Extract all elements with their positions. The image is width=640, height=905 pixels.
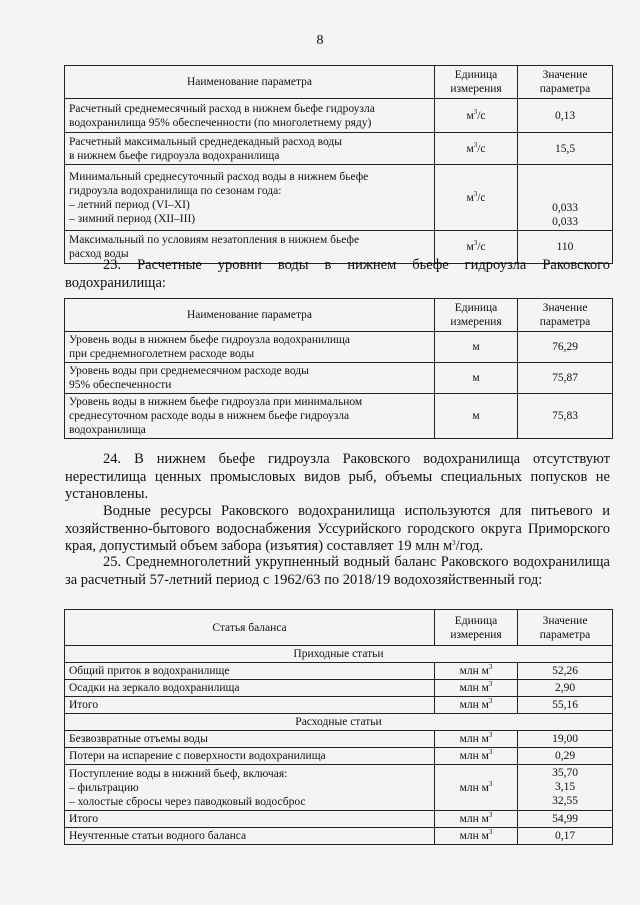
parameter-name-line: Расчетный максимальный среднедекадный расход воды bbox=[69, 135, 342, 148]
header-line: Единица bbox=[454, 69, 498, 81]
header-unit bbox=[435, 610, 518, 646]
value-line: 0,17 bbox=[554, 830, 576, 842]
unit-superscript: 3 bbox=[488, 828, 493, 836]
superscript: 3 bbox=[452, 539, 456, 547]
unit-text: млн м bbox=[459, 665, 489, 677]
value-line: 76,29 bbox=[552, 341, 578, 353]
unit-cell bbox=[435, 748, 518, 765]
header-line: Наименование параметра bbox=[186, 309, 313, 321]
parameter-name-cell bbox=[65, 697, 435, 714]
paragraph-25: 25. Среднемноголетний укрупненный водный баланс Раковского водохранилища за расчетный 57-летний период с 1962/63 по 2018/19 водохозяйственный год: bbox=[65, 554, 610, 588]
parameter-name-line: в нижнем бьефе гидроузла водохранилища bbox=[69, 149, 280, 162]
unit-cell bbox=[435, 133, 518, 165]
parameter-name-line: расход воды bbox=[69, 248, 129, 260]
header-line: Наименование параметра bbox=[186, 76, 313, 88]
header-line: измерения bbox=[450, 83, 502, 95]
water-levels-table bbox=[64, 298, 613, 439]
table-row bbox=[65, 332, 613, 363]
unit-cell bbox=[435, 363, 518, 394]
unit-superscript: 3 bbox=[488, 779, 493, 788]
section-title: Приходные статьи bbox=[65, 646, 613, 663]
unit-text: млн м bbox=[459, 830, 489, 842]
unit-text: млн м bbox=[459, 813, 489, 825]
table-row bbox=[65, 697, 613, 714]
value-cell bbox=[518, 731, 613, 748]
parameter-name-cell bbox=[65, 828, 435, 845]
unit-text: м bbox=[466, 191, 474, 204]
header-line: Значение bbox=[542, 302, 588, 314]
section-title: Расходные статьи bbox=[65, 714, 613, 731]
unit-cell bbox=[435, 680, 518, 697]
value-line: 19,00 bbox=[552, 733, 578, 745]
parameter-name-cell bbox=[65, 663, 435, 680]
value-line: 0,29 bbox=[554, 750, 576, 762]
header-value bbox=[518, 610, 613, 646]
table-header-row bbox=[65, 66, 613, 99]
value-cell bbox=[518, 165, 613, 231]
parameter-name-line: Итого bbox=[69, 813, 99, 825]
water-resources-tail: /год. bbox=[455, 538, 484, 554]
unit-cell bbox=[435, 165, 518, 231]
value-line: 52,26 bbox=[552, 665, 578, 677]
parameter-name-line: Неучтенные статьи водного баланса bbox=[69, 830, 247, 842]
unit-cell bbox=[435, 332, 518, 363]
table-row bbox=[65, 731, 613, 748]
unit-text: м bbox=[472, 372, 480, 384]
section-row bbox=[65, 646, 613, 663]
table-row bbox=[65, 165, 613, 231]
unit-superscript: 3 bbox=[488, 663, 493, 671]
parameter-name-cell bbox=[65, 765, 435, 811]
parameter-name-line: при среднемноголетнем расходе воды bbox=[69, 348, 255, 360]
parameter-name-line: Безвозвратные отъемы воды bbox=[69, 733, 208, 745]
header-line: измерения bbox=[450, 316, 502, 328]
parameter-name-line: водохранилища 95% обеспеченности (по многолетнему ряду) bbox=[69, 116, 372, 129]
value-line: 3,15 bbox=[554, 781, 576, 793]
unit-text: м bbox=[466, 241, 474, 253]
unit-text: м bbox=[466, 142, 474, 155]
parameter-name-cell bbox=[65, 332, 435, 363]
section-row bbox=[65, 714, 613, 731]
parameter-name-cell bbox=[65, 731, 435, 748]
unit-superscript: 3 bbox=[473, 107, 478, 116]
parameter-name-line: Уровень воды в нижнем бьефе гидроузла водохранилища bbox=[69, 334, 350, 346]
unit-superscript: 3 bbox=[473, 189, 478, 198]
unit-superscript: 3 bbox=[488, 811, 493, 819]
value-cell bbox=[518, 99, 613, 133]
table-row bbox=[65, 765, 613, 811]
parameter-name-cell bbox=[65, 811, 435, 828]
water-resources-text: Водные ресурсы Раковского водохранилища используются для питьевого и хозяйственно-бытового водоснабжения Уссурийского городского округа Приморского края, допустимый объем забора (изъятия) составляет 19 млн м bbox=[65, 503, 610, 554]
unit-cell bbox=[435, 731, 518, 748]
header-line: Значение bbox=[542, 614, 588, 627]
value-line: 75,83 bbox=[552, 410, 578, 422]
parameter-name-cell bbox=[65, 363, 435, 394]
table-row bbox=[65, 811, 613, 828]
unit-tail: /с bbox=[477, 142, 486, 155]
unit-cell bbox=[435, 828, 518, 845]
unit-text: м bbox=[466, 109, 474, 122]
value-cell bbox=[518, 133, 613, 165]
unit-superscript: 3 bbox=[488, 697, 493, 705]
parameter-name-line: Уровень воды в нижнем бьефе гидроузла при минимальном bbox=[69, 396, 363, 408]
water-balance-table bbox=[64, 609, 613, 845]
parameter-name-line: – холостые сбросы через паводковый водосброс bbox=[69, 795, 306, 808]
table-row bbox=[65, 363, 613, 394]
parameter-name-cell bbox=[65, 680, 435, 697]
parameter-name-cell bbox=[65, 165, 435, 231]
header-line: Статья баланса bbox=[212, 621, 287, 634]
table-header-row bbox=[65, 299, 613, 332]
unit-superscript: 3 bbox=[488, 731, 493, 739]
parameter-name-cell bbox=[65, 394, 435, 439]
parameter-name-line: – фильтрацию bbox=[69, 781, 139, 794]
parameter-name-line: Потери на испарение с поверхности водохранилища bbox=[69, 750, 326, 762]
unit-text: млн м bbox=[459, 750, 489, 762]
parameter-name-line: – зимний период (XII–III) bbox=[69, 212, 196, 225]
paragraph-water-resources bbox=[65, 503, 610, 556]
parameter-name-line: среднесуточном расходе воды в нижнем бьефе гидроузла bbox=[69, 410, 350, 422]
value-line: 55,16 bbox=[552, 699, 578, 711]
parameter-name-line: Расчетный среднемесячный расход в нижнем бьефе гидроузла bbox=[69, 102, 375, 115]
header-line: параметра bbox=[539, 83, 591, 95]
flow-parameters-table bbox=[64, 65, 613, 264]
table-row bbox=[65, 394, 613, 439]
unit-text: млн м bbox=[459, 682, 489, 694]
value-line: 0,033 bbox=[552, 216, 578, 228]
value-cell bbox=[518, 332, 613, 363]
header-unit bbox=[435, 66, 518, 99]
header-balance-item bbox=[65, 610, 435, 646]
value-line: 2,90 bbox=[554, 682, 576, 694]
paragraph-23: 23. Расчетные уровни воды в нижнем бьефе гидроузла Раковского водохранилища: bbox=[65, 257, 610, 291]
table-header-row bbox=[65, 610, 613, 646]
value-line: 0,033 bbox=[552, 202, 578, 214]
value-cell bbox=[518, 748, 613, 765]
parameter-name-line: Минимальный среднесуточный расход воды в нижнем бьефе bbox=[69, 170, 369, 183]
header-value bbox=[518, 66, 613, 99]
header-parameter-name bbox=[65, 299, 435, 332]
parameter-name-line: Поступление воды в нижний бьеф, включая: bbox=[69, 767, 288, 780]
value-cell bbox=[518, 765, 613, 811]
value-line: 32,55 bbox=[552, 795, 578, 807]
unit-text: млн м bbox=[459, 699, 489, 711]
table-row bbox=[65, 748, 613, 765]
header-line: Единица bbox=[454, 614, 498, 627]
unit-superscript: 3 bbox=[488, 748, 493, 756]
unit-cell bbox=[435, 99, 518, 133]
parameter-name-line: Общий приток в водохранилище bbox=[69, 665, 230, 677]
header-parameter-name bbox=[65, 66, 435, 99]
value-cell bbox=[518, 697, 613, 714]
unit-text: м bbox=[472, 410, 480, 422]
value-cell bbox=[518, 394, 613, 439]
unit-cell bbox=[435, 765, 518, 811]
unit-superscript: 3 bbox=[473, 239, 478, 247]
value-line: 54,99 bbox=[552, 813, 578, 825]
parameter-name-cell bbox=[65, 748, 435, 765]
unit-tail: /с bbox=[477, 241, 486, 253]
table-row bbox=[65, 133, 613, 165]
header-unit bbox=[435, 299, 518, 332]
unit-cell bbox=[435, 697, 518, 714]
parameter-name-line: Уровень воды при среднемесячном расходе воды bbox=[69, 365, 309, 377]
value-line: 35,70 bbox=[552, 767, 578, 779]
parameter-name-line: – летний период (VI–XI) bbox=[69, 198, 190, 211]
header-line: Единица bbox=[454, 302, 498, 314]
table-row bbox=[65, 99, 613, 133]
value-line: 15,5 bbox=[554, 142, 576, 155]
header-line: параметра bbox=[539, 316, 591, 328]
parameter-name-line: Максимальный по условиям незатопления в нижнем бьефе bbox=[69, 234, 360, 246]
unit-tail: /с bbox=[477, 109, 486, 122]
unit-cell bbox=[435, 394, 518, 439]
parameter-name-line: 95% обеспеченности bbox=[69, 379, 172, 391]
parameter-name-line: Итого bbox=[69, 699, 99, 711]
page-number: 8 bbox=[316, 33, 324, 48]
table-row bbox=[65, 828, 613, 845]
table-row bbox=[65, 663, 613, 680]
value-line: 0,13 bbox=[554, 109, 576, 122]
unit-tail: /с bbox=[477, 191, 486, 204]
value-line: 110 bbox=[556, 241, 574, 253]
unit-text: м bbox=[472, 341, 480, 353]
value-cell bbox=[518, 363, 613, 394]
header-line: параметра bbox=[539, 628, 591, 641]
parameter-name-line: Осадки на зеркало водохранилища bbox=[69, 682, 240, 694]
paragraph-24: 24. В нижнем бьефе гидроузла Раковского водохранилища отсутствуют нерестилища ценных промысловых видов рыб, объемы специальных попусков не установлены. bbox=[65, 451, 610, 502]
parameter-name-cell bbox=[65, 133, 435, 165]
parameter-name-line: гидроузла водохранилища по сезонам года: bbox=[69, 184, 282, 197]
value-cell bbox=[518, 811, 613, 828]
parameter-name-line: водохранилища bbox=[69, 424, 146, 436]
header-value bbox=[518, 299, 613, 332]
unit-text: млн м bbox=[459, 781, 489, 794]
unit-text: млн м bbox=[459, 733, 489, 745]
header-line: измерения bbox=[450, 628, 502, 641]
unit-cell bbox=[435, 811, 518, 828]
value-line: 75,87 bbox=[552, 372, 578, 384]
parameter-name-cell bbox=[65, 99, 435, 133]
unit-superscript: 3 bbox=[488, 680, 493, 688]
value-cell bbox=[518, 828, 613, 845]
value-cell bbox=[518, 663, 613, 680]
header-line: Значение bbox=[542, 69, 588, 81]
table-row bbox=[65, 680, 613, 697]
unit-cell bbox=[435, 663, 518, 680]
value-cell bbox=[518, 680, 613, 697]
unit-superscript: 3 bbox=[473, 140, 478, 149]
